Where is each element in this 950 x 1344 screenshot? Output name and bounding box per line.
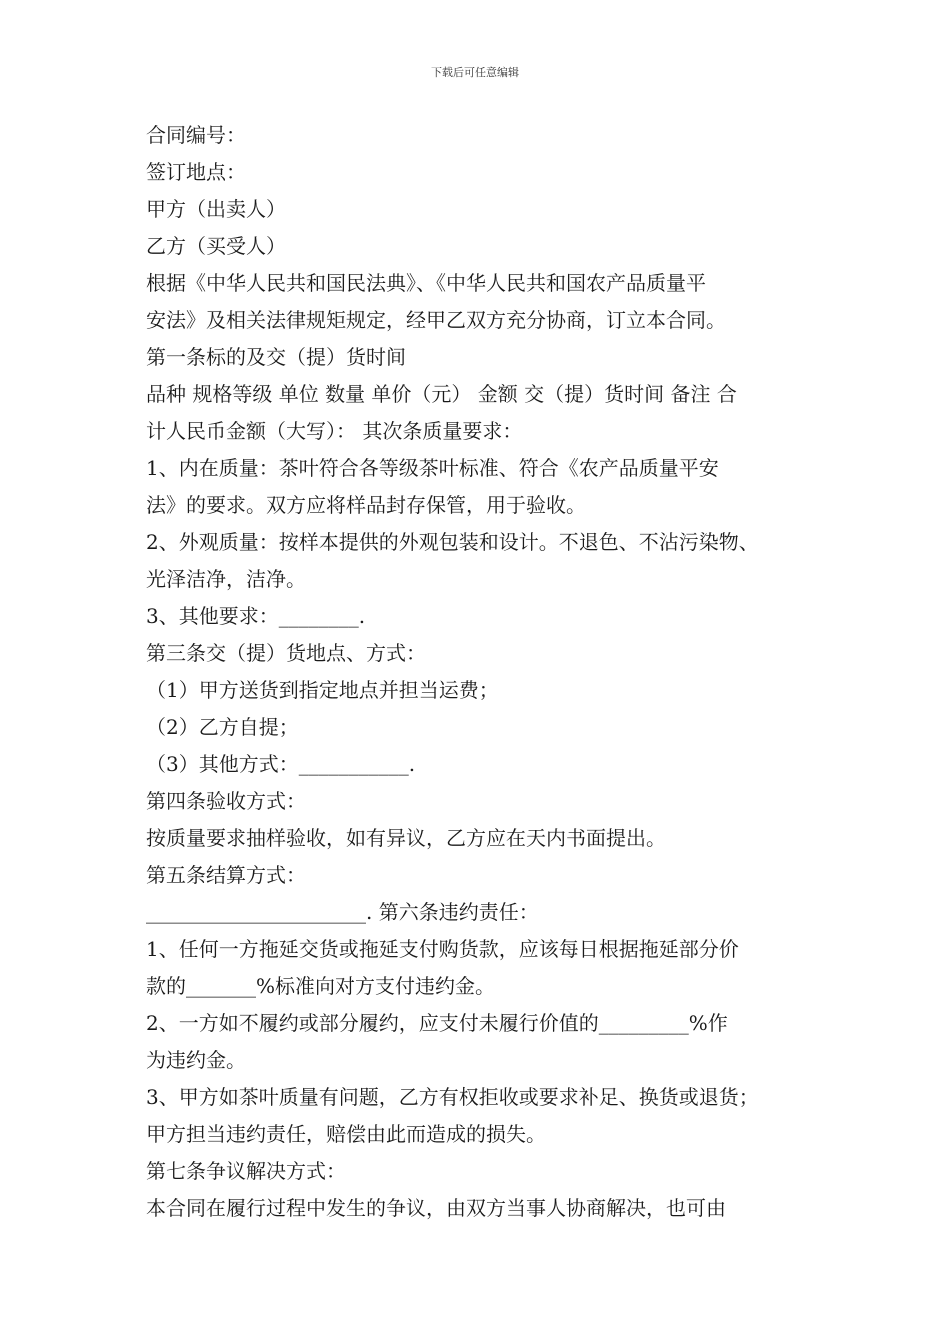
paragraph-line: 品种 规格等级 单位 数量 单价（元） 金额 交（提）货时间 备注 合	[146, 382, 737, 406]
clause-line: （3）其他方式：___________.	[146, 752, 416, 776]
paragraph-line: 本合同在履行过程中发生的争议，由双方当事人协商解决，也可由	[146, 1196, 726, 1220]
page-header: 下载后可任意编辑	[431, 66, 519, 79]
party-b-line: 乙方（买受人）	[146, 234, 286, 258]
preamble-line: 安法》及相关法律规矩规定，经甲乙双方充分协商，订立本合同。	[146, 308, 726, 332]
paragraph-line: 计人民币金额（大写）： 其次条质量要求：	[146, 419, 523, 443]
clause-line: 2、一方如不履约或部分履约，应支付未履行价值的_________%作	[146, 1011, 728, 1035]
clause-line: 3、其他要求：________.	[146, 604, 366, 628]
paragraph-line: 按质量要求抽样验收，如有异议，乙方应在天内书面提出。	[146, 826, 666, 850]
clause-line: 2、外观质量：按样本提供的外观包装和设计。不退色、不沾污染物、	[146, 530, 759, 554]
clause-line: 1、内在质量：茶叶符合各等级茶叶标准、符合《农产品质量平安	[146, 456, 719, 480]
clause-line: （2）乙方自提；	[146, 715, 299, 739]
contract-number-line: 合同编号：	[146, 123, 246, 147]
signing-place-line: 签订地点：	[146, 160, 246, 184]
clause-line: 为违约金。	[146, 1048, 246, 1072]
clause-line: 甲方担当违约责任，赔偿由此而造成的损失。	[146, 1122, 546, 1146]
article-heading: 第五条结算方式：	[146, 863, 306, 887]
article-heading: 第七条争议解决方式：	[146, 1159, 346, 1183]
clause-line: 3、甲方如茶叶质量有问题，乙方有权拒收或要求补足、换货或退货；	[146, 1085, 759, 1109]
clause-line: 法》的要求。双方应将样品封存保管，用于验收。	[146, 493, 586, 517]
article-heading: 第一条标的及交（提）货时间	[146, 345, 406, 369]
clause-line: 1、任何一方拖延交货或拖延支付购货款，应该每日根据拖延部分价	[146, 937, 739, 961]
contract-body	[146, 117, 826, 1227]
preamble-line: 根据《中华人民共和国民法典》、《中华人民共和国农产品质量平	[146, 271, 706, 295]
party-a-line: 甲方（出卖人）	[146, 197, 286, 221]
clause-line: 光泽洁净，洁净。	[146, 567, 306, 591]
article-heading: 第三条交（提）货地点、方式：	[146, 641, 426, 665]
paragraph-line: ______________________. 第六条违约责任：	[146, 900, 539, 924]
clause-line: 款的_______%标准向对方支付违约金。	[146, 974, 496, 998]
article-heading: 第四条验收方式：	[146, 789, 306, 813]
clause-line: （1）甲方送货到指定地点并担当运费；	[146, 678, 499, 702]
